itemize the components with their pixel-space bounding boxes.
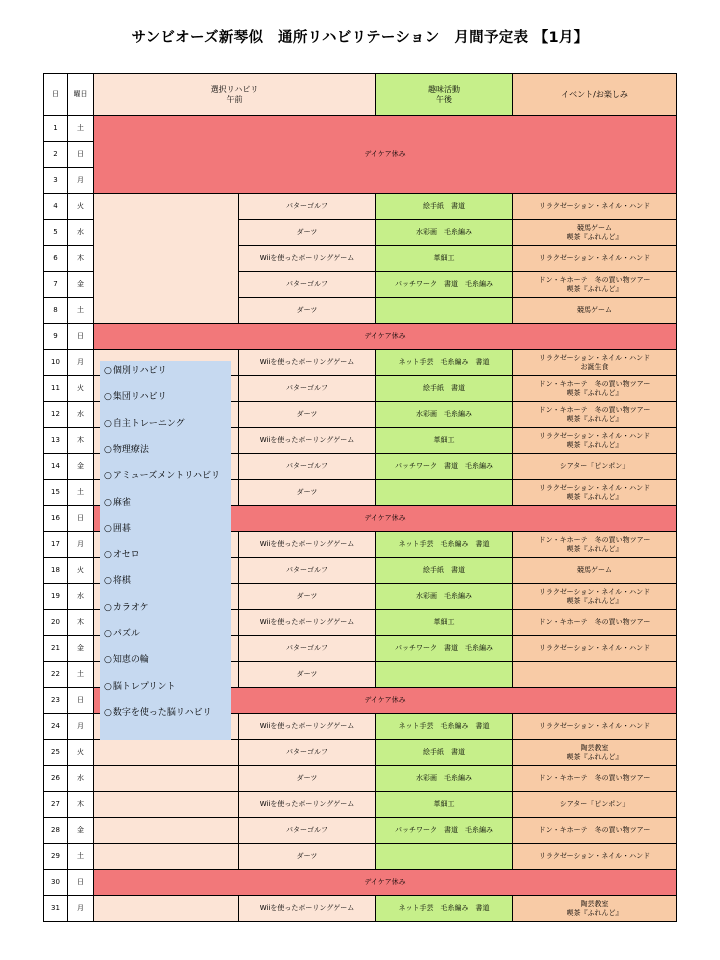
pm-hobby: パッチワーク 書道 毛糸編み — [376, 818, 513, 844]
event: シアター「ピンポン」 — [513, 454, 677, 480]
selection-list-item — [104, 521, 131, 534]
selection-list-label: アミューズメントリハビリ — [112, 471, 220, 482]
event: リラクゼーション・ネイル・ハンド お誕生食 — [513, 350, 677, 376]
selection-list-item — [104, 679, 176, 692]
weekday: 月 — [68, 896, 94, 922]
am-activity: Wiiを使ったボーリングゲーム — [239, 792, 376, 818]
weekday: 木 — [68, 428, 94, 454]
header-day: 日 — [44, 74, 68, 116]
pm-hobby: 絵手紙 書道 — [376, 740, 513, 766]
day-number: 15 — [44, 480, 68, 506]
am-activity: ダーツ — [239, 480, 376, 506]
am-activity: Wiiを使ったボーリングゲーム — [239, 532, 376, 558]
selection-list-label: オセロ — [112, 550, 140, 561]
event: 競馬ゲーム — [513, 558, 677, 584]
am-activity: パターゴルフ — [239, 272, 376, 298]
day-number: 23 — [44, 688, 68, 714]
event: ドン・キホーテ 冬の買い物ツアー — [513, 766, 677, 792]
weekday: 金 — [68, 272, 94, 298]
circle-bullet-icon: ○ — [104, 497, 112, 508]
weekday: 水 — [68, 766, 94, 792]
am-activity: ダーツ — [239, 584, 376, 610]
day-number: 26 — [44, 766, 68, 792]
pm-hobby: 絵手紙 書道 — [376, 558, 513, 584]
selection-list-label: 知恵の輪 — [112, 655, 149, 666]
pm-hobby: 水彩画 毛糸編み — [376, 766, 513, 792]
selection-list-label: 数字を使った脳リハビリ — [112, 707, 212, 718]
pm-hobby: ネット手芸 毛糸編み 書道 — [376, 714, 513, 740]
circle-bullet-icon: ○ — [104, 471, 112, 482]
weekday: 日 — [68, 870, 94, 896]
pm-hobby: パッチワーク 書道 毛糸編み — [376, 454, 513, 480]
event: ドン・キホーテ 冬の買い物ツアー 喫茶『ふれんど』 — [513, 532, 677, 558]
pm-hobby — [376, 480, 513, 506]
pm-hobby: 水彩画 毛糸編み — [376, 220, 513, 246]
event: リラクゼーション・ネイル・ハンド — [513, 194, 677, 220]
circle-bullet-icon: ○ — [104, 392, 112, 403]
header-am-title: 選択リハビリ — [210, 84, 259, 94]
selection-list-item — [104, 468, 220, 481]
event: 陶芸教室 喫茶『ふれんど』 — [513, 896, 677, 922]
weekday: 土 — [68, 662, 94, 688]
pm-hobby — [376, 844, 513, 870]
am-activity: Wiiを使ったボーリングゲーム — [239, 350, 376, 376]
weekday: 金 — [68, 818, 94, 844]
weekday: 月 — [68, 168, 94, 194]
event: リラクゼーション・ネイル・ハンド — [513, 636, 677, 662]
day-number: 28 — [44, 818, 68, 844]
day-number: 4 — [44, 194, 68, 220]
selection-list-item — [104, 389, 167, 402]
weekday: 水 — [68, 220, 94, 246]
schedule-row — [44, 740, 677, 766]
closed-cell: デイケア休み — [94, 116, 677, 194]
selection-rehab-cell — [94, 740, 239, 766]
weekday: 水 — [68, 584, 94, 610]
selection-rehab-cell — [94, 194, 239, 324]
selection-rehab-cell — [94, 792, 239, 818]
day-number: 21 — [44, 636, 68, 662]
am-activity: ダーツ — [239, 844, 376, 870]
selection-list-item — [104, 600, 149, 613]
weekday: 月 — [68, 532, 94, 558]
event: ドン・キホーテ 冬の買い物ツアー — [513, 610, 677, 636]
weekday: 水 — [68, 402, 94, 428]
am-activity: Wiiを使ったボーリングゲーム — [239, 714, 376, 740]
selection-list-item — [104, 363, 167, 376]
schedule-row — [44, 844, 677, 870]
pm-hobby: ネット手芸 毛糸編み 書道 — [376, 350, 513, 376]
day-number: 3 — [44, 168, 68, 194]
day-number: 30 — [44, 870, 68, 896]
am-activity: パターゴルフ — [239, 194, 376, 220]
am-activity: Wiiを使ったボーリングゲーム — [239, 246, 376, 272]
day-number: 2 — [44, 142, 68, 168]
event: ドン・キホーテ 冬の買い物ツアー 喫茶『ふれんど』 — [513, 272, 677, 298]
event: 陶芸教室 喫茶『ふれんど』 — [513, 740, 677, 766]
pm-hobby: ネット手芸 毛糸編み 書道 — [376, 896, 513, 922]
header-pm — [376, 74, 513, 116]
event: リラクゼーション・ネイル・ハンド 喫茶『ふれんど』 — [513, 428, 677, 454]
schedule-row — [44, 818, 677, 844]
selection-list-item — [104, 652, 149, 665]
event: 競馬ゲーム — [513, 298, 677, 324]
am-activity: Wiiを使ったボーリングゲーム — [239, 896, 376, 922]
pm-hobby — [376, 298, 513, 324]
day-number: 24 — [44, 714, 68, 740]
pm-hobby: 絵手紙 書道 — [376, 194, 513, 220]
selection-list-item — [104, 442, 149, 455]
pm-hobby — [376, 662, 513, 688]
selection-rehab-list — [100, 361, 231, 740]
selection-rehab-cell — [94, 766, 239, 792]
weekday: 火 — [68, 194, 94, 220]
am-activity: Wiiを使ったボーリングゲーム — [239, 428, 376, 454]
selection-list-item — [104, 705, 212, 718]
pm-hobby: 革細工 — [376, 610, 513, 636]
selection-list-label: パズル — [112, 629, 140, 639]
circle-bullet-icon: ○ — [104, 523, 112, 534]
weekday: 日 — [68, 506, 94, 532]
event: リラクゼーション・ネイル・ハンド — [513, 714, 677, 740]
event: リラクゼーション・ネイル・ハンド — [513, 246, 677, 272]
page-title: サンビオーズ新琴似 通所リハビリテーション 月間予定表 【1月】 — [131, 30, 589, 46]
header-event-title: イベント/お楽しみ — [561, 89, 628, 99]
pm-hobby: 水彩画 毛糸編み — [376, 584, 513, 610]
selection-list-label: 将棋 — [112, 576, 131, 587]
circle-bullet-icon: ○ — [104, 655, 112, 666]
selection-list-item — [104, 626, 140, 639]
closed-row — [44, 870, 677, 896]
event: リラクゼーション・ネイル・ハンド 喫茶『ふれんど』 — [513, 584, 677, 610]
pm-hobby: 革細工 — [376, 792, 513, 818]
event: ドン・キホーテ 冬の買い物ツアー 喫茶『ふれんど』 — [513, 402, 677, 428]
weekday: 月 — [68, 350, 94, 376]
circle-bullet-icon: ○ — [104, 707, 112, 718]
day-number: 7 — [44, 272, 68, 298]
event: リラクゼーション・ネイル・ハンド — [513, 844, 677, 870]
weekday: 木 — [68, 792, 94, 818]
selection-list-item — [104, 416, 185, 429]
circle-bullet-icon: ○ — [104, 681, 112, 692]
am-activity: パターゴルフ — [239, 636, 376, 662]
day-number: 27 — [44, 792, 68, 818]
weekday: 土 — [68, 844, 94, 870]
am-activity: ダーツ — [239, 766, 376, 792]
am-activity: パターゴルフ — [239, 454, 376, 480]
weekday: 木 — [68, 246, 94, 272]
selection-list-item — [104, 573, 131, 586]
header-am — [94, 74, 376, 116]
selection-list-label: カラオケ — [112, 602, 149, 613]
am-activity: パターゴルフ — [239, 818, 376, 844]
header-pm-sub: 午後 — [436, 94, 453, 104]
selection-list-label: 脳トレプリント — [112, 681, 176, 692]
selection-list-label: 個別リハビリ — [112, 366, 167, 376]
weekday: 金 — [68, 636, 94, 662]
am-activity: ダーツ — [239, 402, 376, 428]
pm-hobby: ネット手芸 毛糸編み 書道 — [376, 532, 513, 558]
event: ドン・キホーテ 冬の買い物ツアー 喫茶『ふれんど』 — [513, 376, 677, 402]
schedule-row — [44, 766, 677, 792]
day-number: 6 — [44, 246, 68, 272]
selection-rehab-cell — [94, 818, 239, 844]
header-pm-title: 趣味活動 — [428, 84, 461, 94]
header-am-sub: 午前 — [226, 94, 243, 104]
selection-list-item — [104, 495, 131, 508]
am-activity: パターゴルフ — [239, 558, 376, 584]
closed-cell: デイケア休み — [94, 324, 677, 350]
circle-bullet-icon: ○ — [104, 602, 112, 613]
day-number: 17 — [44, 532, 68, 558]
event: ドン・キホーテ 冬の買い物ツアー — [513, 818, 677, 844]
day-number: 14 — [44, 454, 68, 480]
event: 競馬ゲーム 喫茶『ふれんど』 — [513, 220, 677, 246]
closed-row — [44, 324, 677, 350]
closed-cell: デイケア休み — [94, 688, 677, 714]
selection-rehab-cell — [94, 896, 239, 922]
weekday: 火 — [68, 376, 94, 402]
selection-list-label: 集団リハビリ — [112, 392, 167, 403]
header-event — [513, 74, 677, 116]
day-number: 11 — [44, 376, 68, 402]
pm-hobby: パッチワーク 書道 毛糸編み — [376, 272, 513, 298]
event: シアター「ピンポン」 — [513, 792, 677, 818]
selection-list-item — [104, 547, 140, 560]
weekday: 土 — [68, 116, 94, 142]
pm-hobby: 水彩画 毛糸編み — [376, 402, 513, 428]
weekday: 日 — [68, 324, 94, 350]
day-number: 31 — [44, 896, 68, 922]
am-activity: パターゴルフ — [239, 376, 376, 402]
day-number: 8 — [44, 298, 68, 324]
circle-bullet-icon: ○ — [104, 418, 112, 429]
day-number: 20 — [44, 610, 68, 636]
circle-bullet-icon: ○ — [104, 366, 112, 376]
selection-list-label: 自主トレーニング — [112, 418, 185, 429]
header-weekday: 曜日 — [68, 74, 94, 116]
am-activity: ダーツ — [239, 662, 376, 688]
closed-row — [44, 116, 677, 142]
weekday: 土 — [68, 298, 94, 324]
header-row — [44, 74, 677, 116]
weekday: 火 — [68, 558, 94, 584]
schedule-row — [44, 792, 677, 818]
weekday: 月 — [68, 714, 94, 740]
day-number: 22 — [44, 662, 68, 688]
event: リラクゼーション・ネイル・ハンド 喫茶『ふれんど』 — [513, 480, 677, 506]
circle-bullet-icon: ○ — [104, 550, 112, 561]
day-number: 5 — [44, 220, 68, 246]
am-activity: Wiiを使ったボーリングゲーム — [239, 610, 376, 636]
selection-list-label: 麻雀 — [112, 497, 131, 508]
am-activity: パターゴルフ — [239, 740, 376, 766]
selection-list-label: 物理療法 — [112, 444, 149, 455]
day-number: 29 — [44, 844, 68, 870]
weekday: 火 — [68, 740, 94, 766]
day-number: 9 — [44, 324, 68, 350]
pm-hobby: パッチワーク 書道 毛糸編み — [376, 636, 513, 662]
selection-rehab-cell — [94, 844, 239, 870]
am-activity: ダーツ — [239, 220, 376, 246]
circle-bullet-icon: ○ — [104, 629, 112, 639]
weekday: 日 — [68, 142, 94, 168]
selection-list-label: 囲碁 — [112, 523, 131, 534]
day-number: 13 — [44, 428, 68, 454]
am-activity: ダーツ — [239, 298, 376, 324]
circle-bullet-icon: ○ — [104, 576, 112, 587]
day-number: 16 — [44, 506, 68, 532]
pm-hobby: 革細工 — [376, 246, 513, 272]
day-number: 10 — [44, 350, 68, 376]
pm-hobby: 絵手紙 書道 — [376, 376, 513, 402]
day-number: 19 — [44, 584, 68, 610]
event — [513, 662, 677, 688]
day-number: 1 — [44, 116, 68, 142]
weekday: 土 — [68, 480, 94, 506]
day-number: 25 — [44, 740, 68, 766]
circle-bullet-icon: ○ — [104, 444, 112, 455]
pm-hobby: 革細工 — [376, 428, 513, 454]
day-number: 12 — [44, 402, 68, 428]
weekday: 木 — [68, 610, 94, 636]
schedule-row — [44, 896, 677, 922]
weekday: 日 — [68, 688, 94, 714]
closed-cell: デイケア休み — [94, 506, 677, 532]
day-number: 18 — [44, 558, 68, 584]
weekday: 金 — [68, 454, 94, 480]
closed-cell: デイケア休み — [94, 870, 677, 896]
schedule-row — [44, 194, 677, 220]
